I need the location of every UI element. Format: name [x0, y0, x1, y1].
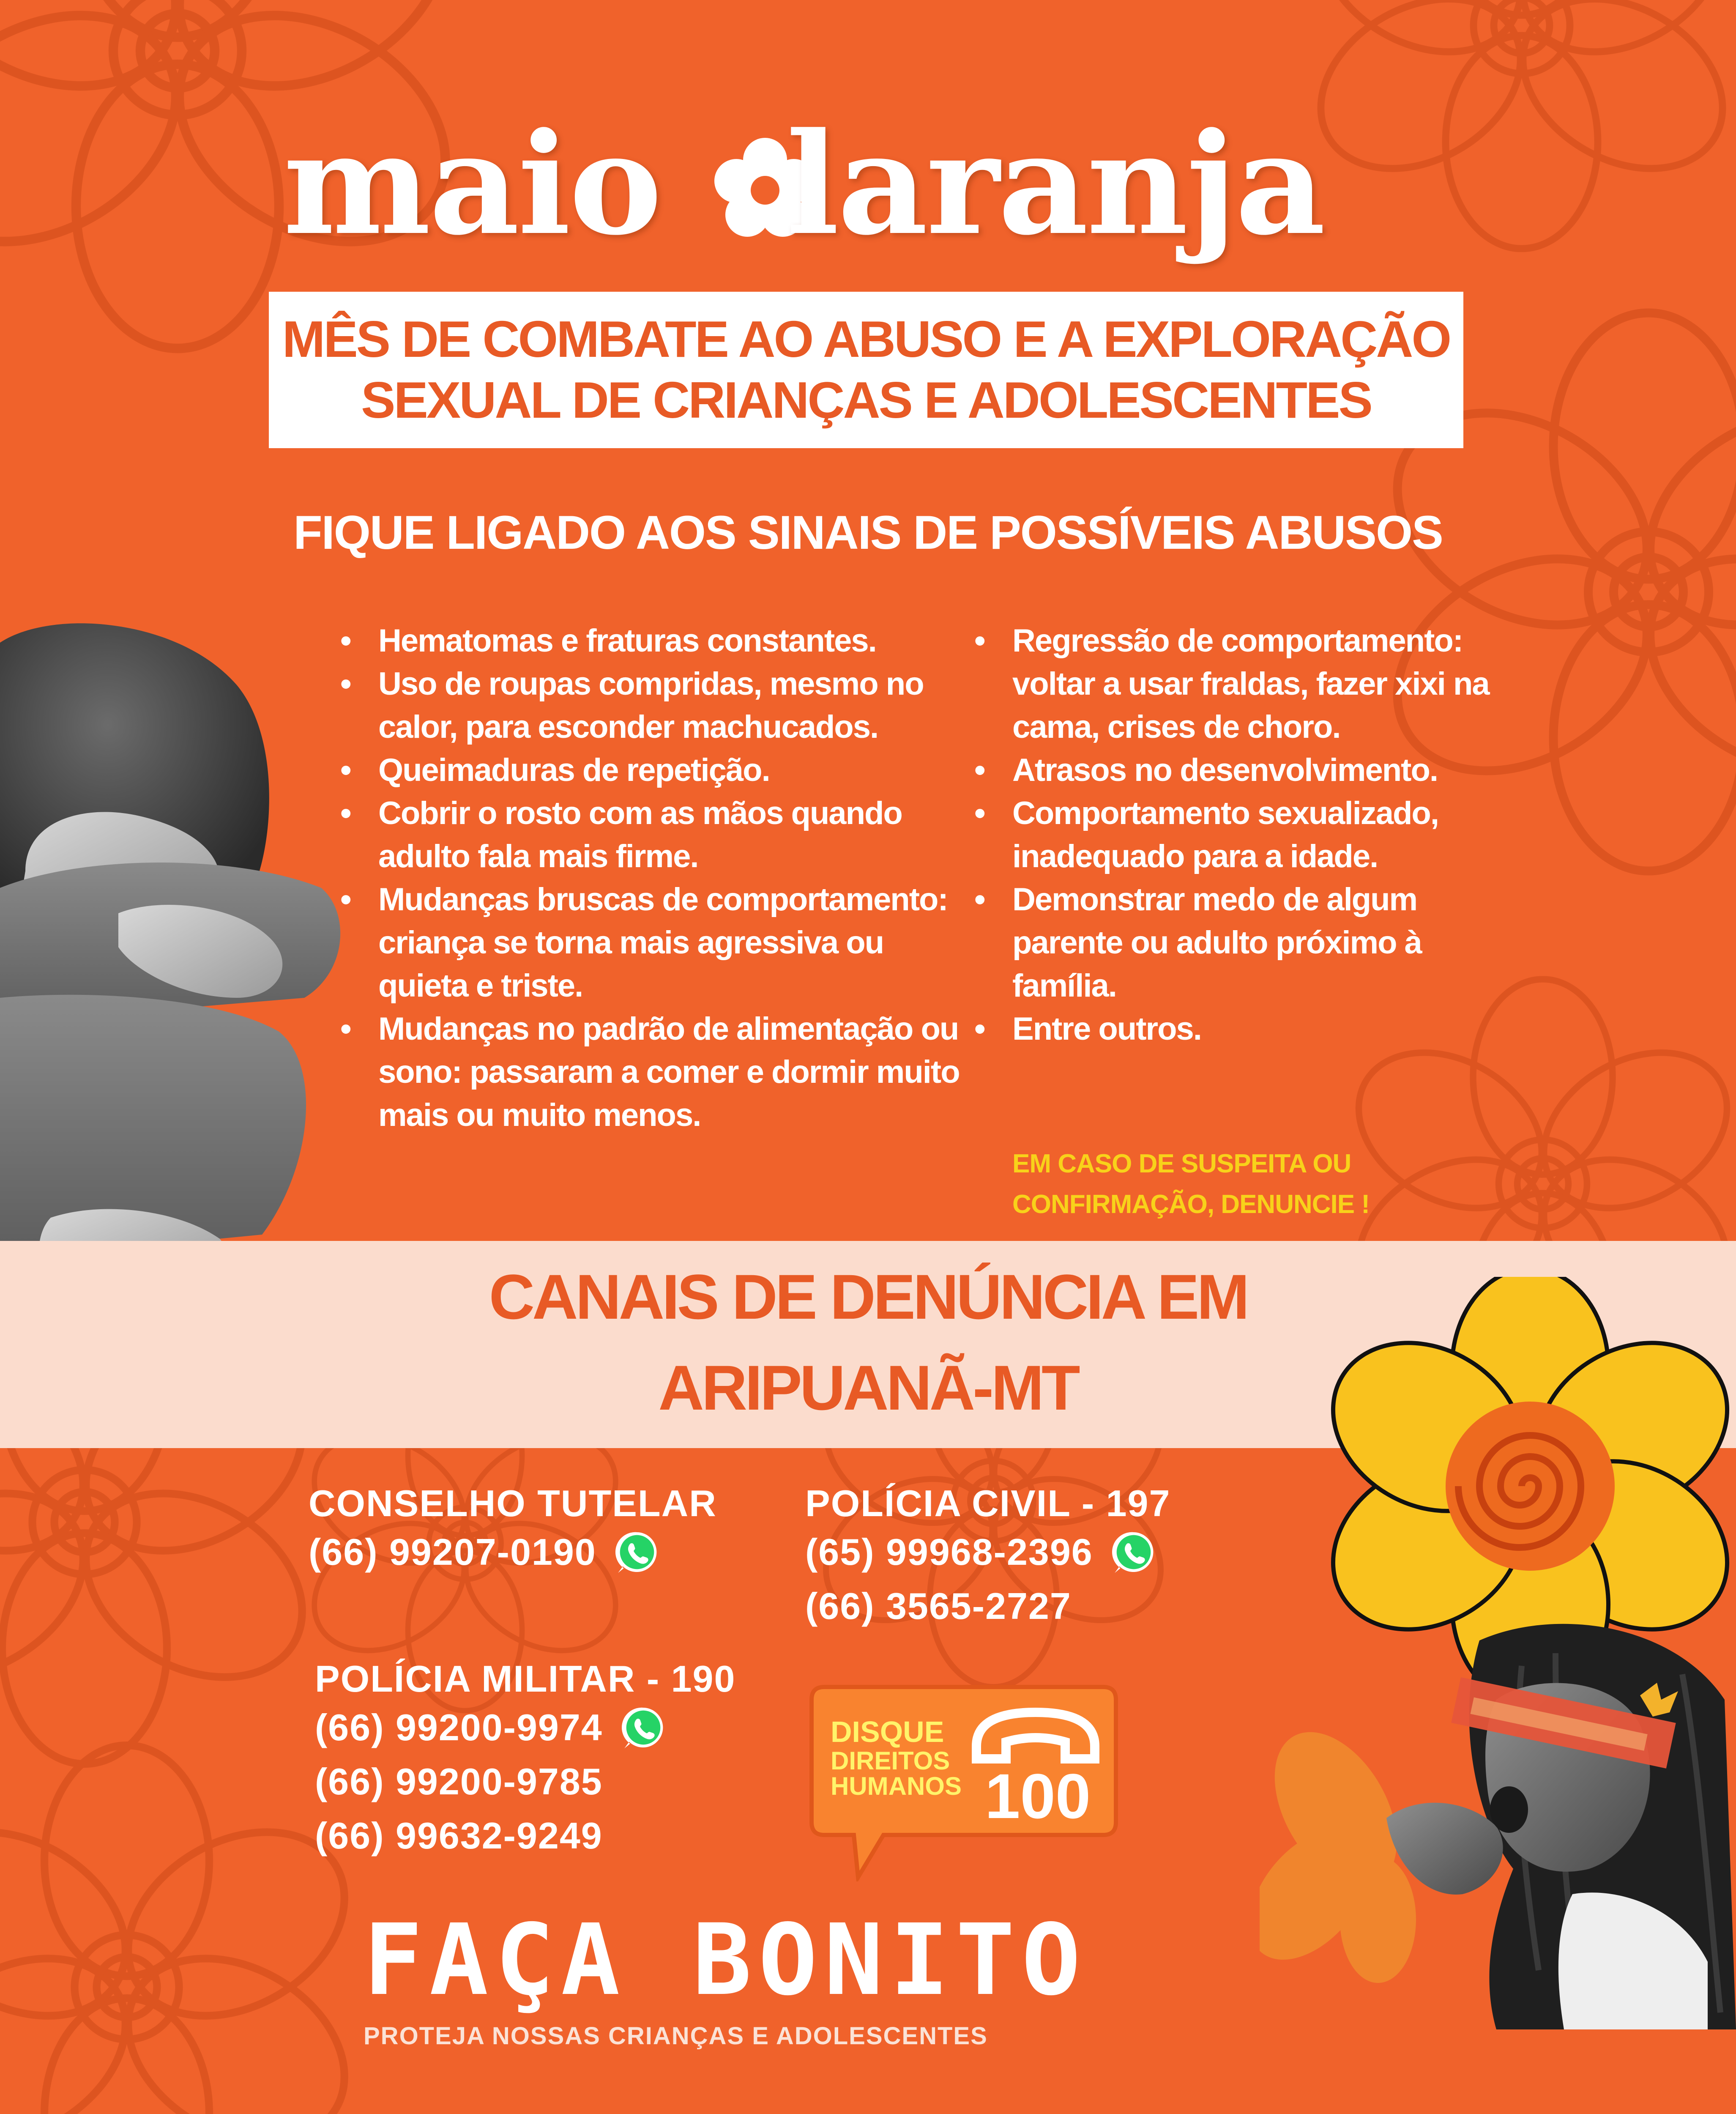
disque-line-1: DISQUE: [831, 1715, 944, 1748]
phone-text: (66) 3565-2727: [805, 1585, 1072, 1627]
phone-number[interactable]: [315, 1701, 735, 1755]
list-item: • Uso de roupas compridas, mesmo no calor, para esconder machucados.: [330, 663, 964, 749]
title-maio: maio: [283, 102, 661, 266]
list-item: • Queimaduras de repetição.: [330, 749, 964, 792]
phone-text: (66) 99632-9249: [315, 1815, 603, 1857]
contact-policia-civil: [805, 1482, 1170, 1633]
phone-number[interactable]: [315, 1809, 735, 1863]
disque-line-2: DIREITOS: [831, 1747, 950, 1775]
phone-number[interactable]: [805, 1579, 1170, 1633]
list-item: • Regressão de comportamento: voltar a usar fraldas, fazer xixi na cama, crises de choro.: [964, 619, 1513, 749]
contact-title: CONSELHO TUTELAR: [309, 1482, 717, 1524]
report-alert: [1012, 1144, 1520, 1225]
subtitle-box: [269, 292, 1463, 448]
phone-text: (65) 99968-2396: [805, 1531, 1093, 1573]
disque-number: 100: [985, 1761, 1091, 1832]
list-item: • Mudanças bruscas de comportamento: criança se torna mais agressiva ou quieta e triste.: [330, 878, 964, 1008]
contact-policia-militar: [315, 1657, 735, 1863]
phone-number[interactable]: [309, 1525, 717, 1579]
list-item: • Cobrir o rosto com as mãos quando adulto fala mais firme.: [330, 792, 964, 878]
channels-heading: [0, 1251, 1736, 1433]
channels-heading-line-1: CANAIS DE DENÚNCIA EM: [489, 1261, 1247, 1332]
list-item: • Atrasos no desenvolvimento.: [964, 749, 1513, 792]
whatsapp-icon: [1110, 1528, 1157, 1576]
alert-line-1: EM CASO DE SUSPEITA OU: [1012, 1149, 1351, 1178]
channels-heading-line-2: ARIPUANÃ-MT: [658, 1352, 1078, 1423]
campaign-title: [275, 97, 1458, 275]
disque-100-badge[interactable]: [807, 1683, 1120, 1881]
subtitle-line-2: SEXUAL DE CRIANÇAS E ADOLESCENTES: [361, 371, 1371, 429]
phone-text: (66) 99200-9974: [315, 1706, 603, 1748]
phone-number[interactable]: [805, 1525, 1170, 1579]
contact-conselho-tutelar: [309, 1482, 717, 1579]
faca-bonito-campaign: [364, 1903, 1088, 2050]
whatsapp-icon: [620, 1704, 667, 1751]
list-item: • Entre outros.: [964, 1008, 1513, 1051]
contact-title: POLÍCIA CIVIL - 197: [805, 1482, 1171, 1524]
shouting-child-photo: [1260, 1590, 1736, 2029]
sad-child-photo: [0, 617, 372, 1311]
signs-list-left: [330, 619, 964, 1137]
contact-title: POLÍCIA MILITAR - 190: [315, 1658, 736, 1700]
subtitle-line-1: MÊS DE COMBATE AO ABUSO E A EXPLORAÇÃO: [282, 310, 1450, 368]
signs-list-right: [964, 619, 1513, 1051]
list-item: • Mudanças no padrão de alimentação ou sono: passaram a comer e dormir muito mais ou muito menos.: [330, 1008, 964, 1137]
faca-bonito-subtitle: PROTEJA NOSSAS CRIANÇAS E ADOLESCENTES: [364, 2022, 988, 2050]
list-item: • Hematomas e fraturas constantes.: [330, 619, 964, 663]
disque-line-3: HUMANOS: [831, 1772, 962, 1800]
list-item: • Demonstrar medo de algum parente ou adulto próximo à família.: [964, 878, 1513, 1008]
list-item: • Comportamento sexualizado, inadequado para a idade.: [964, 792, 1513, 878]
faca-bonito-title: FAÇA BONITO: [364, 1903, 1088, 2017]
alert-line-2: CONFIRMAÇÃO, DENUNCIE !: [1012, 1190, 1370, 1219]
phone-text: (66) 99207-0190: [309, 1531, 596, 1573]
phone-number[interactable]: [315, 1755, 735, 1809]
title-laranja: laranja: [786, 102, 1324, 266]
phone-text: (66) 99200-9785: [315, 1761, 603, 1802]
whatsapp-icon: [613, 1528, 661, 1576]
signs-heading: FIQUE LIGADO AOS SINAIS DE POSSÍVEIS ABUSOS: [293, 506, 1443, 559]
